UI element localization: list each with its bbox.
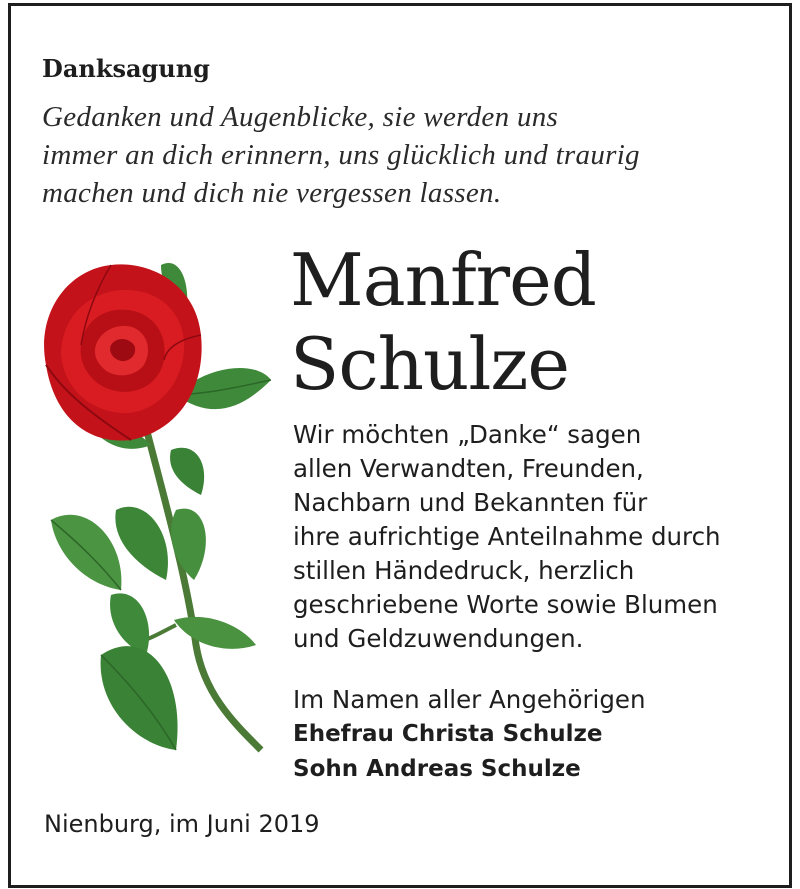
verse-line: machen und dich nie vergessen lassen.: [42, 177, 502, 209]
thanks-line: ihre aufrichtige Anteilnahme durch: [293, 522, 721, 551]
red-rose-icon: [26, 245, 286, 785]
verse-line: Gedanken und Augenblicke, sie werden uns: [42, 101, 559, 133]
signature-name: Ehefrau Christa Schulze: [293, 721, 603, 747]
verse: [42, 98, 782, 212]
notice-heading: Danksagung: [42, 54, 210, 83]
thanks-line: geschriebene Worte sowie Blumen: [293, 590, 718, 619]
thanks-line: und Geldzuwendungen.: [293, 624, 584, 653]
thanks-text: [293, 418, 773, 656]
thanks-line: Wir möchten „Danke“ sagen: [293, 420, 642, 449]
signature-intro: Im Namen aller Angehörigen: [293, 685, 646, 714]
last-name: Schulze: [290, 322, 569, 406]
deceased-name: [290, 238, 596, 406]
signature-name: Sohn Andreas Schulze: [293, 756, 581, 782]
verse-line: immer an dich erinnern, uns glücklich und traurig: [42, 139, 640, 171]
first-name: Manfred: [290, 238, 596, 322]
place-date: Nienburg, im Juni 2019: [44, 810, 320, 838]
thanks-line: Nachbarn und Bekannten für: [293, 488, 648, 517]
thanks-line: allen Verwandten, Freunden,: [293, 454, 644, 483]
thanks-line: stillen Händedruck, herzlich: [293, 556, 635, 585]
signature-block: [293, 682, 773, 787]
